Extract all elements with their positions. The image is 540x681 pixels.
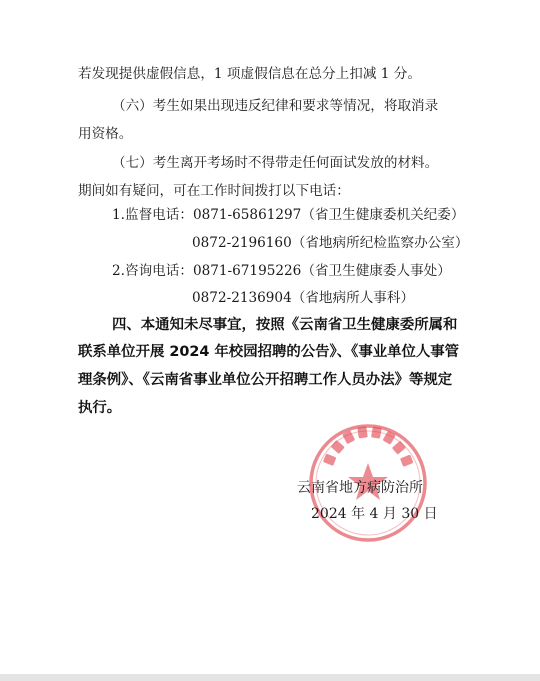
section-four-line-3: 理条例》、《云南省事业单位公开招聘工作人员办法》等规定 [78, 372, 453, 388]
signature-date: 2024 年 4 月 30 日 [311, 506, 438, 522]
supervision-phone-line-2: 0872-2196160（省地病所纪检监察办公室） [192, 235, 469, 251]
text-line-3: 用资格。 [78, 126, 133, 142]
text-line-5: 期间如有疑问，可在工作时间拨打以下电话： [78, 183, 350, 199]
signature-organization: 云南省地方病防治所 [297, 480, 423, 496]
page-bottom-strip [0, 674, 540, 681]
text-line-4: （七）考生离开考场时不得带走任何面试发放的材料。 [112, 155, 439, 171]
section-four-line-4: 执行。 [78, 400, 122, 416]
section-four-line-1: 四、本通知未尽事宜，按照《云南省卫生健康委所属和 [112, 317, 458, 333]
supervision-phone-line: 1.监督电话：0871-65861297（省卫生健康委机关纪委） [112, 207, 465, 223]
section-four-line-2: 联系单位开展 2024 年校园招聘的公告》、《事业单位人事管 [78, 344, 460, 360]
text-line-1: 若发现提供虚假信息，1 项虚假信息在总分上扣减 1 分。 [78, 66, 421, 82]
consultation-phone-line-2: 0872-2136904（省地病所人事科） [192, 290, 415, 306]
text-line-2: （六）考生如果出现违反纪律和要求等情况，将取消录 [112, 98, 439, 114]
consultation-phone-line: 2.咨询电话：0871-67195226（省卫生健康委人事处） [112, 263, 451, 279]
